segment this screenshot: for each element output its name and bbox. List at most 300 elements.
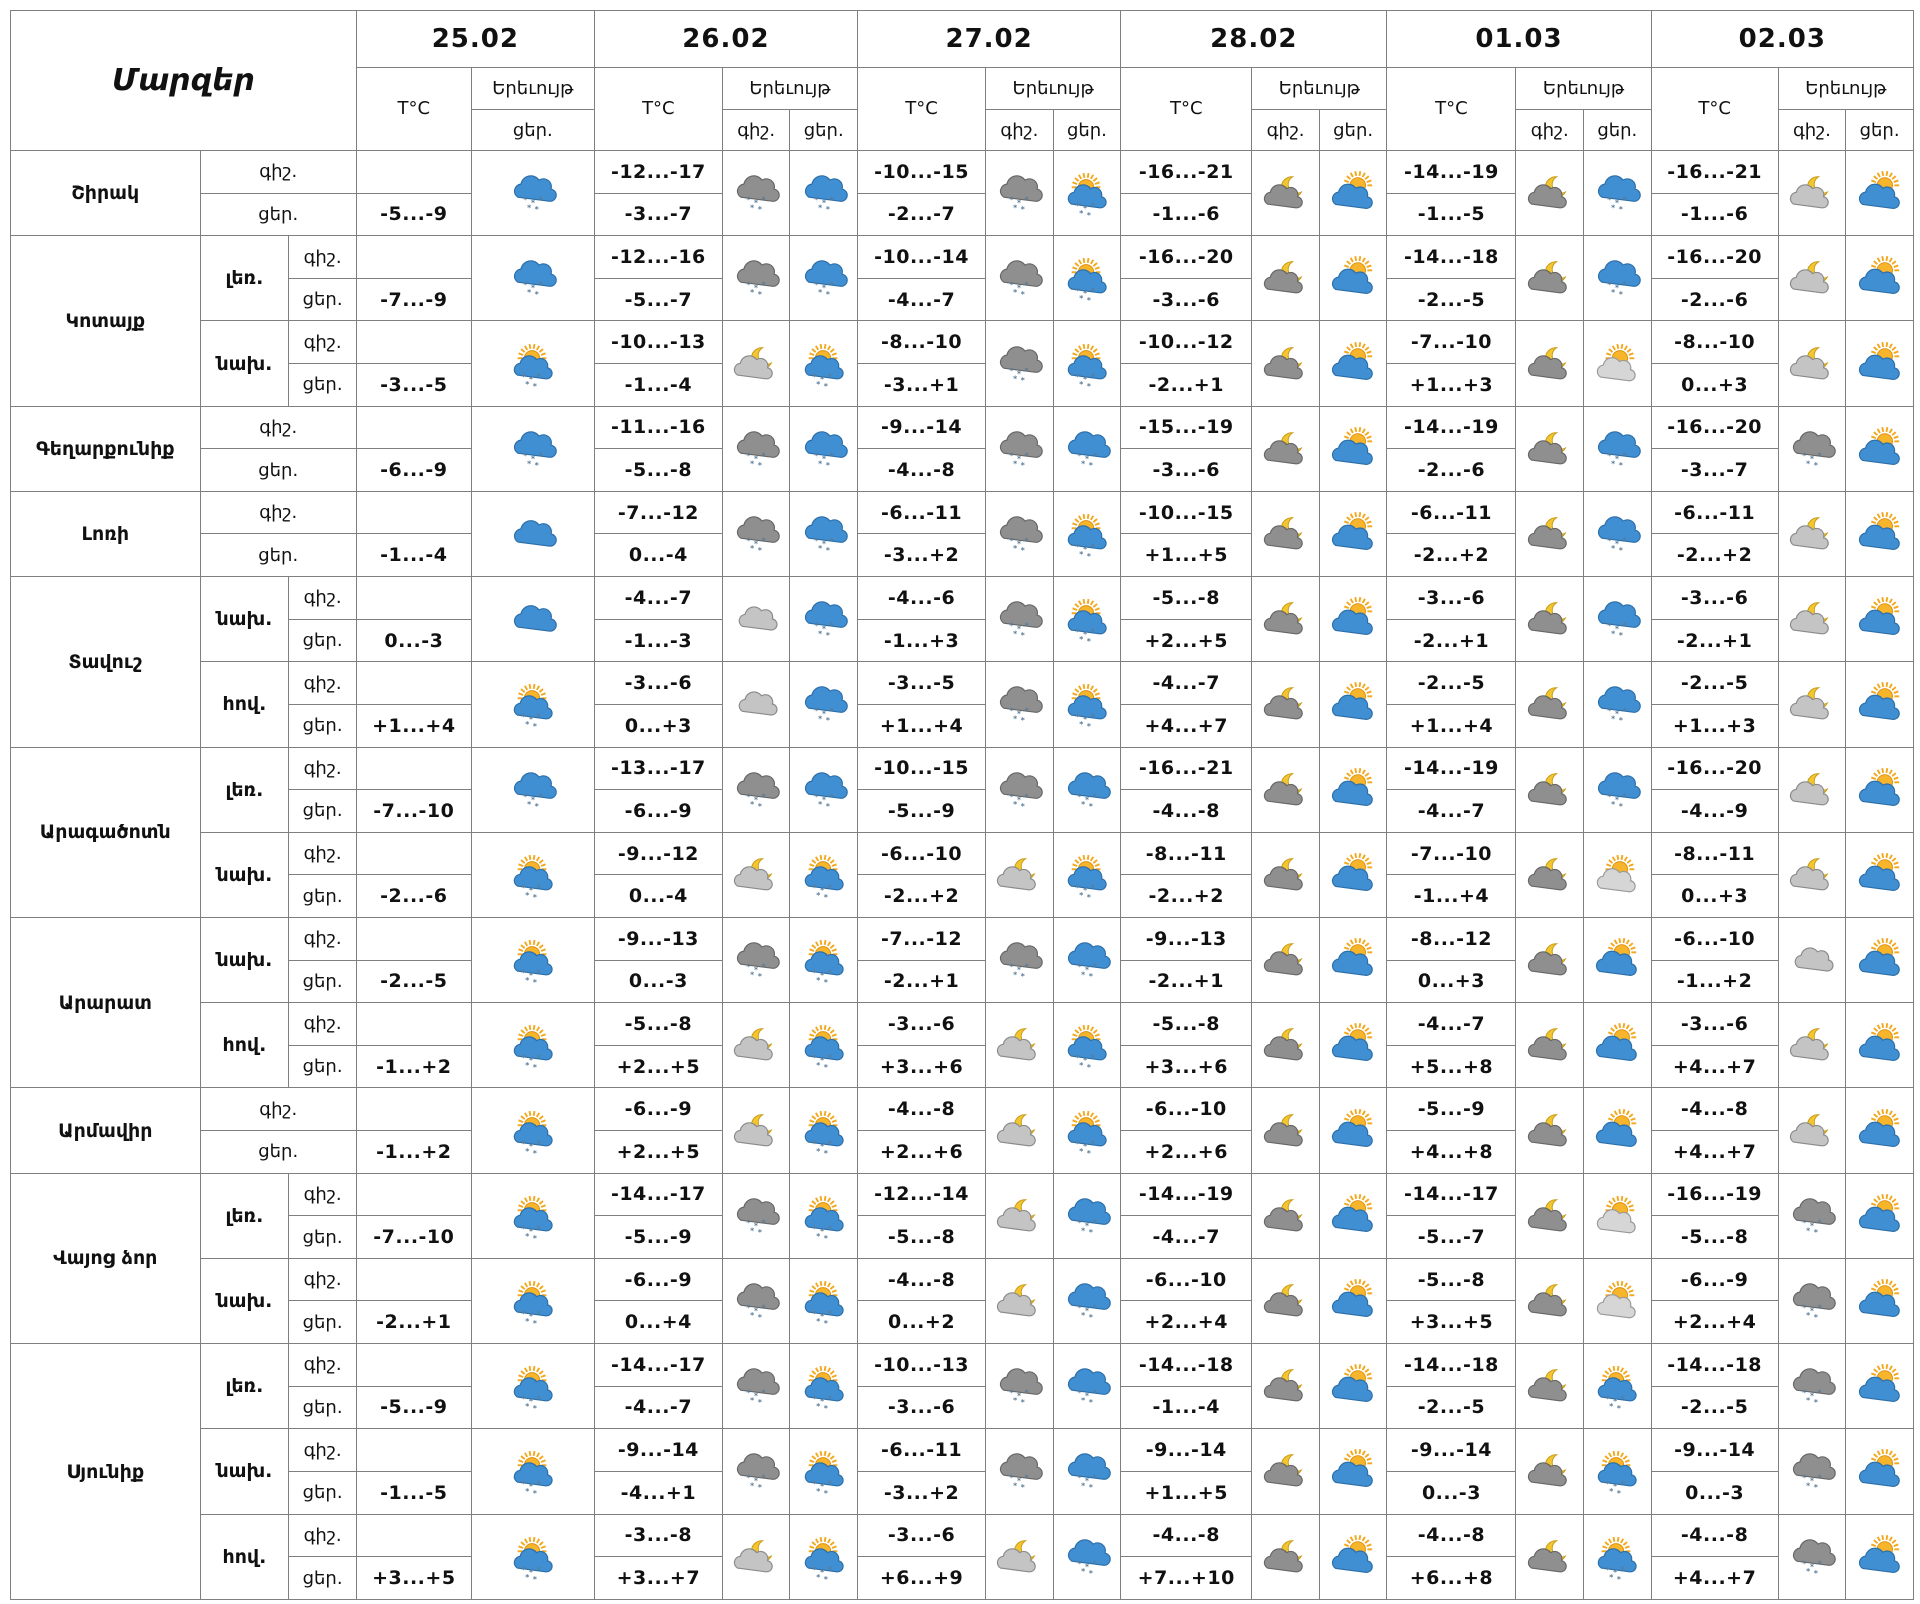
svg-text:*: * xyxy=(1021,1398,1026,1408)
day-phenomenon-cell xyxy=(1846,236,1914,321)
gray-snow-cloud-icon xyxy=(1779,1278,1846,1324)
day-phenomenon-cell xyxy=(1846,1514,1914,1600)
svg-text:*: * xyxy=(812,968,817,978)
svg-text:*: * xyxy=(1021,631,1026,641)
moon-cloud-icon xyxy=(1516,1278,1583,1324)
night-phenomenon-cell xyxy=(1252,1003,1320,1088)
sun-light-cloud-icon xyxy=(1584,1278,1651,1324)
region-name: Կոտայք xyxy=(11,236,201,406)
night-phenomenon-cell xyxy=(722,321,790,406)
night-temp: -16...-21 xyxy=(1651,151,1778,194)
sun-light-cloud-icon xyxy=(1584,341,1651,387)
moon-cloud-icon xyxy=(1516,1022,1583,1068)
gray-snow-cloud-icon xyxy=(723,767,790,813)
day-label: ցեր. xyxy=(200,534,356,577)
date-header: 01.03 xyxy=(1387,11,1651,68)
night-temp: -16...-20 xyxy=(1121,236,1252,279)
svg-text:*: * xyxy=(521,1138,526,1148)
svg-text:*: * xyxy=(1084,965,1089,975)
night-phenomenon-cell xyxy=(722,1429,790,1514)
night-temp: -9...-14 xyxy=(1121,1429,1252,1472)
svg-text:*: * xyxy=(536,968,541,978)
svg-text:*: * xyxy=(814,280,819,290)
day-phenomenon-cell xyxy=(790,1344,858,1429)
moon-light-cloud-icon xyxy=(986,1108,1053,1154)
subregion-name: նախ. xyxy=(200,321,289,406)
day-temp: +2...+5 xyxy=(594,1131,722,1174)
svg-text:*: * xyxy=(1622,621,1627,631)
day-phenomenon-cell xyxy=(1584,1088,1652,1173)
table-row xyxy=(11,321,1914,364)
night-temp: -4...-7 xyxy=(1121,662,1252,705)
night-temp: -14...-17 xyxy=(594,1173,722,1216)
svg-text:*: * xyxy=(530,198,535,208)
moon-cloud-icon xyxy=(1252,937,1319,983)
snow-cloud-icon xyxy=(1054,1363,1121,1409)
sun-cloud-snow-icon xyxy=(472,852,594,898)
svg-text:*: * xyxy=(1611,459,1616,469)
svg-text:*: * xyxy=(532,1489,537,1495)
svg-text:*: * xyxy=(821,539,826,549)
night-temp: -4...-8 xyxy=(1387,1514,1516,1557)
svg-text:*: * xyxy=(1017,1476,1022,1486)
temp-header: T°C xyxy=(858,67,986,150)
sun-cloud-snow-icon xyxy=(1054,341,1121,387)
svg-text:*: * xyxy=(1813,1227,1818,1237)
night-temp: -14...-19 xyxy=(1387,151,1516,194)
day-phenomenon-cell xyxy=(790,1514,858,1600)
svg-text:*: * xyxy=(1611,203,1616,213)
svg-text:*: * xyxy=(1622,195,1627,205)
svg-text:*: * xyxy=(750,459,755,469)
region-name: Լոռի xyxy=(11,491,201,576)
day-temp: -4...-8 xyxy=(1121,790,1252,833)
sun-cloud-snow-icon xyxy=(1054,511,1121,557)
night-label: գիշ. xyxy=(289,1258,357,1301)
svg-text:*: * xyxy=(823,1404,828,1410)
svg-text:*: * xyxy=(1607,195,1612,205)
night-phenomenon-cell xyxy=(1516,406,1584,491)
svg-text:*: * xyxy=(815,1316,820,1324)
svg-text:*: * xyxy=(532,1233,537,1239)
night-phenomenon-cell xyxy=(722,1088,790,1173)
svg-text:*: * xyxy=(1086,1063,1091,1069)
day-temp: -2...-5 xyxy=(356,960,471,1003)
sun-cloud-icon xyxy=(1846,1534,1913,1580)
day-label: ցեր. xyxy=(289,364,357,407)
moon-light-cloud-icon xyxy=(1779,341,1846,387)
sun-cloud-snow-icon xyxy=(472,937,594,983)
night-label: գիշ. xyxy=(289,662,357,705)
svg-text:*: * xyxy=(1092,451,1097,461)
gray-snow-cloud-icon xyxy=(723,1278,790,1324)
night-temp: -14...-18 xyxy=(1121,1344,1252,1387)
day-phenomenon-cell xyxy=(1584,1258,1652,1343)
day-phenomenon-cell xyxy=(1319,1088,1387,1173)
svg-text:*: * xyxy=(1622,707,1627,717)
svg-text:*: * xyxy=(819,971,824,981)
sun-cloud-icon xyxy=(1584,937,1651,983)
svg-text:*: * xyxy=(1086,296,1091,302)
svg-text:*: * xyxy=(1017,795,1022,805)
night-temp: -8...-10 xyxy=(858,321,986,364)
date-header: 26.02 xyxy=(594,11,857,68)
svg-text:*: * xyxy=(521,712,526,722)
day-temp: +4...+7 xyxy=(1121,704,1252,747)
sun-cloud-snow-icon xyxy=(1054,1108,1121,1154)
day-phenomenon-cell xyxy=(1846,321,1914,406)
svg-text:*: * xyxy=(817,714,822,724)
svg-text:*: * xyxy=(1090,883,1095,893)
night-temp: -9...-12 xyxy=(594,832,722,875)
sun-cloud-icon xyxy=(1846,1448,1913,1494)
svg-text:*: * xyxy=(754,1306,759,1316)
night-temp xyxy=(356,1003,471,1046)
svg-text:*: * xyxy=(1009,1388,1014,1398)
moon-light-cloud-icon xyxy=(1779,255,1846,301)
phenomenon-cell xyxy=(471,747,594,832)
day-temp: -1...+2 xyxy=(356,1045,471,1088)
svg-text:*: * xyxy=(1013,1396,1018,1406)
night-temp: -4...-8 xyxy=(1121,1514,1252,1557)
svg-text:*: * xyxy=(528,374,533,384)
day-label: ցեր. xyxy=(200,1131,356,1174)
svg-text:*: * xyxy=(1025,707,1030,717)
svg-text:*: * xyxy=(1611,288,1616,298)
day-temp: +1...+4 xyxy=(1387,704,1516,747)
svg-text:*: * xyxy=(812,883,817,893)
svg-text:*: * xyxy=(829,280,834,290)
svg-text:*: * xyxy=(1622,536,1627,546)
night-temp xyxy=(356,151,471,194)
day-temp: +1...+3 xyxy=(1387,364,1516,407)
phenomenon-cell xyxy=(471,1514,594,1600)
night-temp: -16...-20 xyxy=(1651,406,1778,449)
sun-cloud-snow-icon xyxy=(472,1193,594,1239)
night-phenomenon-cell xyxy=(722,406,790,491)
table-row xyxy=(11,917,1914,960)
day-temp: -2...-7 xyxy=(858,193,986,236)
svg-text:*: * xyxy=(1017,454,1022,464)
svg-text:*: * xyxy=(1817,1473,1822,1483)
night-phenomenon-cell xyxy=(1252,151,1320,236)
snow-cloud-icon xyxy=(1584,511,1651,557)
svg-text:*: * xyxy=(538,451,543,461)
night-temp: -9...-13 xyxy=(1121,917,1252,960)
night-temp xyxy=(356,1258,471,1301)
night-temp: -8...-11 xyxy=(1651,832,1778,875)
day-temp: -1...+2 xyxy=(356,1131,471,1174)
night-phenomenon-cell xyxy=(1516,1003,1584,1088)
svg-text:*: * xyxy=(1082,715,1087,725)
svg-text:*: * xyxy=(1813,1568,1818,1578)
svg-text:*: * xyxy=(1009,707,1014,717)
sun-cloud-icon xyxy=(1320,596,1387,642)
day-label: ցեր. xyxy=(289,704,357,747)
svg-text:*: * xyxy=(1613,1482,1618,1492)
svg-text:*: * xyxy=(1009,451,1014,461)
svg-text:*: * xyxy=(1077,792,1082,802)
svg-text:*: * xyxy=(536,1479,541,1489)
svg-text:*: * xyxy=(1075,627,1080,637)
day-phenomenon-cell xyxy=(1319,662,1387,747)
gray-snow-cloud-icon xyxy=(986,170,1053,216)
table-row xyxy=(11,1088,1914,1131)
gray-snow-cloud-icon xyxy=(986,1448,1053,1494)
svg-text:*: * xyxy=(827,1479,832,1489)
day-temp: 0...-4 xyxy=(594,875,722,918)
snow-cloud-icon xyxy=(472,767,594,813)
day-phenomenon-cell xyxy=(790,1088,858,1173)
day-phenomenon-cell xyxy=(1846,577,1914,662)
moon-cloud-icon xyxy=(1516,1108,1583,1154)
sun-cloud-snow-icon xyxy=(1054,255,1121,301)
night-temp: -6...-11 xyxy=(858,1429,986,1472)
gray-snow-cloud-icon xyxy=(723,170,790,216)
day-phenomenon-cell xyxy=(790,406,858,491)
day-temp: -3...-6 xyxy=(1121,449,1252,492)
day-temp: +2...+4 xyxy=(1121,1301,1252,1344)
day-temp: -6...-9 xyxy=(356,449,471,492)
svg-text:*: * xyxy=(1017,965,1022,975)
day-temp: -2...-5 xyxy=(1387,1386,1516,1429)
svg-text:*: * xyxy=(536,712,541,722)
svg-text:*: * xyxy=(1084,454,1089,464)
svg-text:*: * xyxy=(823,1063,828,1069)
svg-text:*: * xyxy=(532,1318,537,1324)
night-phenomenon-cell xyxy=(722,491,790,576)
day-temp: -1...-4 xyxy=(1121,1386,1252,1429)
night-phenomenon-cell xyxy=(722,832,790,917)
svg-text:*: * xyxy=(823,1489,828,1495)
day-temp: -1...-5 xyxy=(356,1471,471,1514)
sun-cloud-icon xyxy=(1584,1022,1651,1068)
gray-snow-cloud-icon xyxy=(723,511,790,557)
svg-text:*: * xyxy=(532,722,537,728)
night-phenomenon-cell xyxy=(1252,491,1320,576)
temp-header: T°C xyxy=(1387,67,1516,150)
night-temp: -3...-8 xyxy=(594,1514,722,1557)
day-phenomenon-cell xyxy=(1846,1429,1914,1514)
night-phenomenon-cell xyxy=(1778,321,1846,406)
night-label: գիշ. xyxy=(289,1429,357,1472)
sun-cloud-snow-icon xyxy=(1054,170,1121,216)
moon-cloud-icon xyxy=(1252,1534,1319,1580)
day-temp: -2...+1 xyxy=(356,1301,471,1344)
svg-text:*: * xyxy=(1079,720,1084,728)
day-phenomenon-cell xyxy=(1319,1429,1387,1514)
svg-text:*: * xyxy=(827,1053,832,1063)
svg-text:*: * xyxy=(1817,1388,1822,1398)
night-phenomenon-cell xyxy=(1252,577,1320,662)
night-phenomenon-cell xyxy=(1778,406,1846,491)
sun-cloud-snow-icon xyxy=(790,937,857,983)
svg-text:*: * xyxy=(1806,1481,1811,1491)
moon-light-cloud-icon xyxy=(1779,1108,1846,1154)
sun-cloud-icon xyxy=(1846,341,1913,387)
night-temp: -6...-11 xyxy=(1651,491,1778,534)
sun-cloud-icon xyxy=(1320,681,1387,727)
svg-text:*: * xyxy=(829,621,834,631)
day-phenomenon-cell xyxy=(1053,1344,1121,1429)
night-temp: -12...-16 xyxy=(594,236,722,279)
svg-text:*: * xyxy=(1605,1394,1610,1404)
night-phenomenon-cell xyxy=(986,1258,1054,1343)
svg-text:*: * xyxy=(1084,1306,1089,1316)
date-header: 25.02 xyxy=(356,11,594,68)
night-temp: -6...-9 xyxy=(594,1088,722,1131)
night-phenomenon-cell xyxy=(722,747,790,832)
table-row xyxy=(11,577,1914,620)
day-temp: -4...+1 xyxy=(594,1471,722,1514)
snow-cloud-icon xyxy=(1584,767,1651,813)
svg-text:*: * xyxy=(1017,539,1022,549)
sun-cloud-icon xyxy=(1846,170,1913,216)
phenomenon-cell xyxy=(471,1344,594,1429)
night-phenomenon-cell xyxy=(986,832,1054,917)
svg-text:*: * xyxy=(819,1312,824,1322)
temp-header: T°C xyxy=(356,67,471,150)
svg-text:*: * xyxy=(1081,1396,1086,1406)
day-phenomenon-cell xyxy=(1319,491,1387,576)
svg-text:*: * xyxy=(754,454,759,464)
svg-text:*: * xyxy=(532,1063,537,1069)
subregion-name: լեռ. xyxy=(200,1173,289,1258)
sun-light-cloud-icon xyxy=(1584,852,1651,898)
day-phenomenon-cell xyxy=(1319,577,1387,662)
svg-text:*: * xyxy=(1013,629,1018,639)
svg-text:*: * xyxy=(1809,1306,1814,1316)
day-temp: -3...+1 xyxy=(858,364,986,407)
svg-text:*: * xyxy=(1075,1138,1080,1148)
svg-text:*: * xyxy=(1615,539,1620,549)
sun-cloud-snow-icon xyxy=(472,1363,594,1409)
sun-cloud-icon xyxy=(1846,1108,1913,1154)
day-phenomenon-cell xyxy=(1053,406,1121,491)
day-phenomenon-cell xyxy=(790,832,858,917)
svg-text:*: * xyxy=(827,1309,832,1319)
night-temp: -12...-14 xyxy=(858,1173,986,1216)
phenomenon-cell xyxy=(471,151,594,236)
sun-cloud-icon xyxy=(1320,1448,1387,1494)
night-temp: -8...-11 xyxy=(1121,832,1252,875)
svg-text:*: * xyxy=(1090,286,1095,296)
svg-text:*: * xyxy=(817,799,822,809)
svg-text:*: * xyxy=(1088,460,1093,470)
day-phenomenon-cell xyxy=(1053,151,1121,236)
svg-text:*: * xyxy=(1622,451,1627,461)
region-name: Գեղարքունիք xyxy=(11,406,201,491)
svg-text:*: * xyxy=(525,1231,530,1239)
gray-snow-cloud-icon xyxy=(986,511,1053,557)
blue-cloud-icon xyxy=(472,596,594,642)
moon-light-cloud-icon xyxy=(1779,170,1846,216)
night-temp: -10...-15 xyxy=(1121,491,1252,534)
snow-cloud-icon xyxy=(790,681,857,727)
day-temp: -2...+2 xyxy=(1651,534,1778,577)
night-phenomenon-cell xyxy=(986,1429,1054,1514)
svg-text:*: * xyxy=(1013,373,1018,383)
night-temp: -11...-16 xyxy=(594,406,722,449)
night-temp: -2...-5 xyxy=(1387,662,1516,705)
svg-text:*: * xyxy=(528,886,533,896)
night-phenomenon-cell xyxy=(722,1258,790,1343)
sun-cloud-icon xyxy=(1320,426,1387,472)
day-phenomenon-cell xyxy=(1584,662,1652,747)
svg-text:*: * xyxy=(757,972,762,982)
svg-text:*: * xyxy=(1079,635,1084,643)
night-phenomenon-cell xyxy=(1252,662,1320,747)
table-row xyxy=(11,491,1914,534)
day-phenomenon-cell xyxy=(1053,1173,1121,1258)
night-header: գիշ. xyxy=(986,110,1054,151)
moon-cloud-icon xyxy=(1252,1108,1319,1154)
night-label: գիշ. xyxy=(289,321,357,364)
day-label: ցեր. xyxy=(289,1216,357,1259)
night-phenomenon-cell xyxy=(1516,1344,1584,1429)
day-temp: 0...-3 xyxy=(594,960,722,1003)
svg-text:*: * xyxy=(526,799,531,809)
svg-text:*: * xyxy=(1009,280,1014,290)
phenomenon-cell xyxy=(471,1258,594,1343)
svg-text:*: * xyxy=(825,631,830,641)
svg-text:*: * xyxy=(750,970,755,980)
day-temp: +7...+10 xyxy=(1121,1557,1252,1600)
svg-text:*: * xyxy=(521,1394,526,1404)
day-phenomenon-cell xyxy=(1319,1344,1387,1429)
svg-text:*: * xyxy=(1025,451,1030,461)
snow-cloud-icon xyxy=(472,426,594,472)
night-phenomenon-cell xyxy=(1516,151,1584,236)
region-name: Տավուշ xyxy=(11,577,201,747)
svg-text:*: * xyxy=(819,1141,824,1151)
night-phenomenon-cell xyxy=(1778,577,1846,662)
night-phenomenon-cell xyxy=(1252,917,1320,1002)
day-temp: -3...-7 xyxy=(594,193,722,236)
moon-light-cloud-icon xyxy=(723,341,790,387)
day-phenomenon-cell xyxy=(1319,1173,1387,1258)
svg-text:*: * xyxy=(525,1402,530,1410)
svg-text:*: * xyxy=(761,195,766,205)
svg-text:*: * xyxy=(1809,1476,1814,1486)
night-phenomenon-cell xyxy=(1516,1514,1584,1600)
subregion-name: նախ. xyxy=(200,832,289,917)
svg-text:*: * xyxy=(1025,280,1030,290)
sun-cloud-icon xyxy=(1846,596,1913,642)
night-temp: -4...-8 xyxy=(1651,1088,1778,1131)
svg-text:*: * xyxy=(1613,1397,1618,1407)
night-temp: -14...-18 xyxy=(1387,1344,1516,1387)
svg-text:*: * xyxy=(1021,972,1026,982)
gray-snow-cloud-icon xyxy=(723,1448,790,1494)
day-header: ցեր. xyxy=(1584,110,1652,151)
svg-text:*: * xyxy=(525,1146,530,1154)
night-temp: -6...-10 xyxy=(1651,917,1778,960)
svg-text:*: * xyxy=(1077,1218,1082,1228)
svg-text:*: * xyxy=(823,1148,828,1154)
day-label: ցեր. xyxy=(200,193,356,236)
svg-text:*: * xyxy=(1017,1391,1022,1401)
day-phenomenon-cell xyxy=(1319,406,1387,491)
night-phenomenon-cell xyxy=(986,1173,1054,1258)
day-temp: -1...-4 xyxy=(356,534,471,577)
night-temp: -12...-17 xyxy=(594,151,722,194)
day-temp: 0...+4 xyxy=(594,1301,722,1344)
sun-cloud-snow-icon xyxy=(472,1022,594,1068)
day-label: ցեր. xyxy=(289,960,357,1003)
svg-text:*: * xyxy=(1079,1146,1084,1154)
svg-text:*: * xyxy=(827,1394,832,1404)
